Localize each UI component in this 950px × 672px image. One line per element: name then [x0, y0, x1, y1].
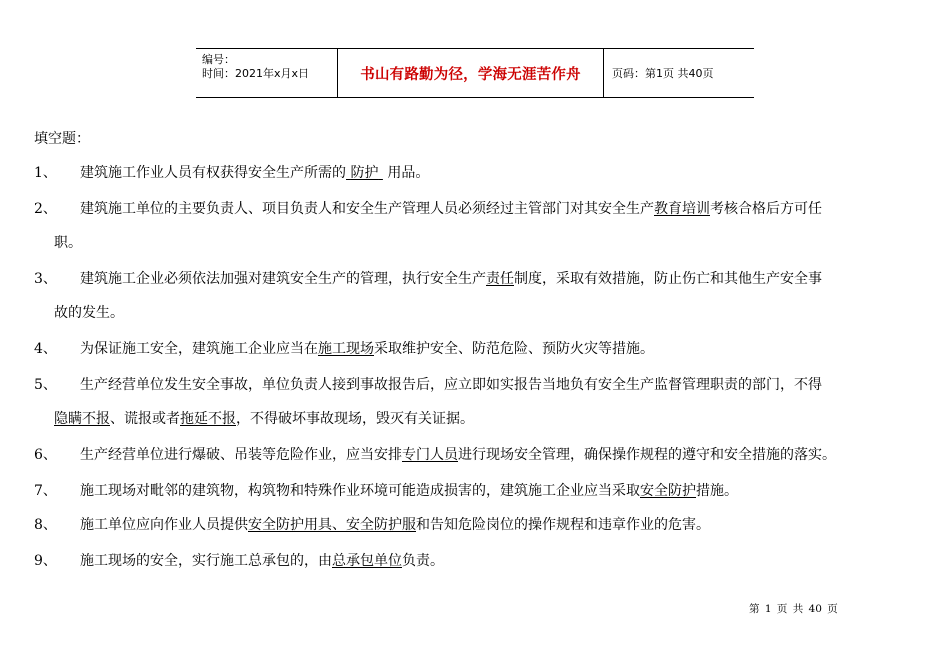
- answer-blank: 教育培训: [654, 201, 710, 217]
- header-page-code: 页码：第1页 共40页: [612, 67, 714, 80]
- answer-blank: 隐瞒不报: [54, 411, 110, 427]
- question-item: [34, 438, 924, 472]
- question-item: [34, 508, 924, 542]
- answer-blank: 施工现场: [318, 341, 374, 357]
- item-text: 施工现场的安全，实行施工总承包的，由总承包单位负责。: [80, 553, 444, 569]
- item-number: 3、: [34, 271, 57, 287]
- item-text: 建筑施工作业人员有权获得安全生产所需的 防护 用品。: [80, 165, 430, 181]
- item-number: 7、: [34, 483, 57, 499]
- answer-blank: 总承包单位: [332, 553, 402, 569]
- item-text-continued: 故的发生。: [54, 305, 124, 321]
- question-item: [34, 156, 924, 190]
- number-label: 编号：: [202, 53, 235, 66]
- item-text-continued: 隐瞒不报、谎报或者拖延不报，不得破坏事故现场，毁灭有关证据。: [54, 411, 474, 427]
- item-number: 2、: [34, 201, 57, 217]
- question-item: [34, 192, 924, 260]
- answer-blank: 责任: [486, 271, 514, 287]
- item-number: 5、: [34, 377, 57, 393]
- item-text: 施工现场对毗邻的建筑物，构筑物和特殊作业环境可能造成损害的，建筑施工企业应当采取安全防护措施。: [80, 483, 738, 499]
- item-number: 4、: [34, 341, 57, 357]
- header-motto: 书山有路勤为径，学海无涯苦作舟: [338, 49, 604, 97]
- item-text: 生产经营单位进行爆破、吊装等危险作业，应当安排专门人员进行现场安全管理，确保操作规程的遵守和安全措施的落实。: [80, 447, 836, 463]
- item-number: 8、: [34, 517, 57, 533]
- question-item: [34, 368, 924, 436]
- time-label: 时间：2021年x月x日: [202, 67, 310, 80]
- question-item: [34, 262, 924, 330]
- item-text: 建筑施工单位的主要负责人、项目负责人和安全生产管理人员必须经过主管部门对其安全生产教育培训考核合格后方可任: [80, 201, 822, 217]
- question-item: [34, 332, 924, 366]
- item-number: 9、: [34, 553, 57, 569]
- answer-blank: 安全防护用具、安全防护服: [248, 517, 416, 533]
- item-text: 施工单位应向作业人员提供安全防护用具、安全防护服和告知危险岗位的操作规程和违章作业的危害。: [80, 517, 710, 533]
- header-meta: [196, 49, 338, 97]
- item-number: 1、: [34, 165, 57, 181]
- document-header: [196, 48, 754, 98]
- question-item: [34, 544, 924, 578]
- item-text: 为保证施工安全，建筑施工企业应当在施工现场采取维护安全、防范危险、预防火灾等措施。: [80, 341, 654, 357]
- item-number: 6、: [34, 447, 57, 463]
- section-title: 填空题：: [34, 131, 90, 147]
- page-footer: 第 1 页 共 40 页: [749, 603, 838, 615]
- question-item: [34, 474, 924, 508]
- item-text: 生产经营单位发生安全事故，单位负责人接到事故报告后，应立即如实报告当地负有安全生产监督管理职责的部门，不得: [80, 377, 822, 393]
- answer-blank: 安全防护: [640, 483, 696, 499]
- answer-blank: 防护: [350, 165, 379, 181]
- item-text: 建筑施工企业必须依法加强对建筑安全生产的管理，执行安全生产责任制度，采取有效措施，防止伤亡和其他生产安全事: [80, 271, 822, 287]
- answer-blank: 专门人员: [402, 447, 458, 463]
- answer-blank: 拖延不报: [180, 411, 236, 427]
- item-text-continued: 职。: [54, 235, 82, 251]
